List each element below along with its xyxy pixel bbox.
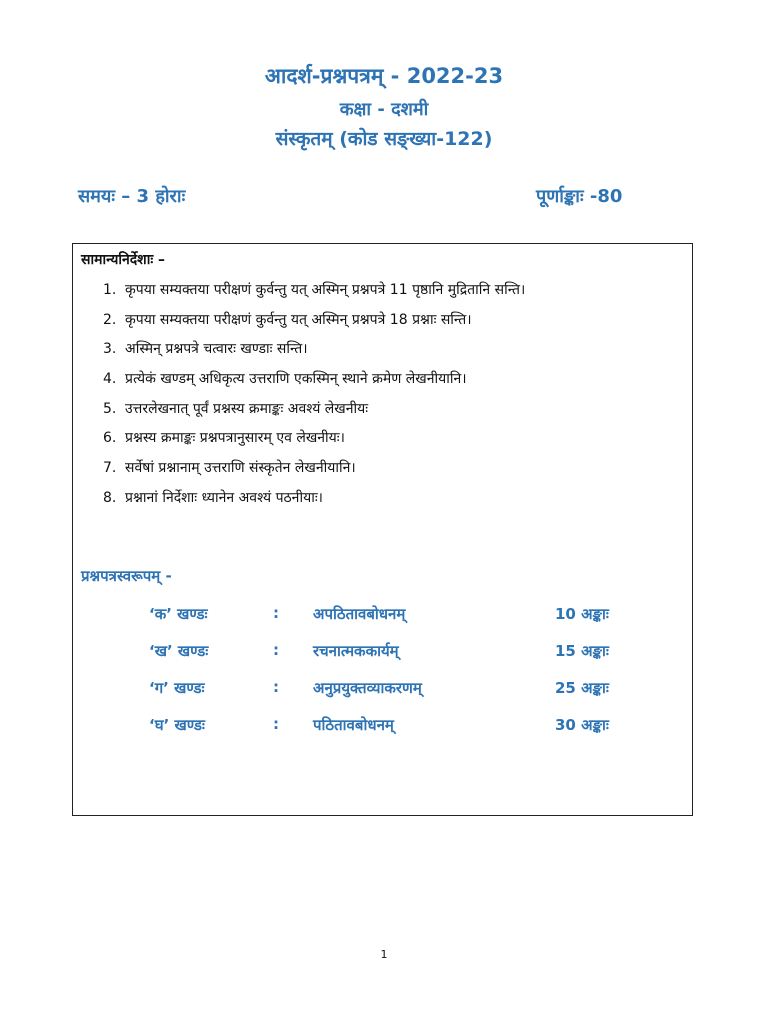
instruction-item <box>103 424 525 454</box>
section-colon: : <box>273 604 279 622</box>
section-title: पठितावबोधनम् <box>313 716 394 734</box>
instructions-heading: सामान्यनिर्देशाः – <box>81 252 166 268</box>
section-marks: 10 अङ्काः <box>555 605 609 623</box>
section-name: ‘घ’ खण्डः <box>149 716 205 734</box>
instruction-item <box>103 395 525 425</box>
instruction-number: 4. <box>103 371 117 388</box>
section-colon: : <box>273 715 279 733</box>
instructions-list <box>103 276 525 514</box>
subject-line: संस्कृतम् (कोड सङ्ख्या-122) <box>275 128 493 150</box>
instruction-number: 8. <box>103 489 117 506</box>
instruction-item <box>103 306 525 336</box>
section-row <box>73 715 692 739</box>
page-number: 1 <box>380 948 388 961</box>
section-marks: 25 अङ्काः <box>555 679 609 697</box>
section-marks: 15 अङ्काः <box>555 642 609 660</box>
instruction-text: अस्मिन् प्रश्नपत्रे चत्वारः खण्डाः सन्ति। <box>125 341 308 358</box>
instruction-item <box>103 276 525 306</box>
max-marks: पूर्णाङ्काः -80 <box>536 186 623 207</box>
section-row <box>73 641 692 665</box>
instruction-text: सर्वेषां प्रश्नानाम् उत्तराणि संस्कृतेन लेखनीयानि। <box>125 460 356 477</box>
section-name: ‘क’ खण्डः <box>149 605 208 623</box>
class-line: कक्षा - दशमी <box>339 99 429 120</box>
instructions-box <box>72 243 693 816</box>
instruction-number: 2. <box>103 311 117 328</box>
section-title: अनुप्रयुक्तव्याकरणम् <box>313 679 422 697</box>
instruction-number: 6. <box>103 430 117 447</box>
instruction-text: उत्तरलेखनात् पूर्वं प्रश्नस्य क्रमाङ्कः अवश्यं लेखनीयः <box>125 400 369 417</box>
instruction-number: 3. <box>103 341 117 358</box>
page-title: आदर्श-प्रश्नपत्रम् - 2022-23 <box>264 64 504 88</box>
section-name: ‘ग’ खण्डः <box>149 679 205 697</box>
instruction-number: 7. <box>103 460 117 477</box>
section-colon: : <box>273 641 279 659</box>
section-title: अपठितावबोधनम् <box>313 605 406 623</box>
instruction-text: प्रत्येकं खण्डम् अधिकृत्य उत्तराणि एकस्मिन् स्थाने क्रमेण लेखनीयानि। <box>125 371 467 388</box>
section-row <box>73 678 692 702</box>
instruction-text: प्रश्नस्य क्रमाङ्कः प्रश्नपत्रानुसारम् एव लेखनीयः। <box>125 430 345 447</box>
instruction-item <box>103 454 525 484</box>
instruction-number: 5. <box>103 400 117 417</box>
instruction-text: कृपया सम्यक्तया परीक्षणं कुर्वन्तु यत् अस्मिन् प्रश्नपत्रे 18 प्रश्नाः सन्ति। <box>125 311 472 328</box>
section-title: रचनात्मककार्यम् <box>313 642 399 660</box>
instruction-item <box>103 365 525 395</box>
instruction-item <box>103 335 525 365</box>
instruction-text: कृपया सम्यक्तया परीक्षणं कुर्वन्तु यत् अस्मिन् प्रश्नपत्रे 11 पृष्ठानि मुद्रितानि सन्ति। <box>125 282 526 298</box>
instruction-text: प्रश्नानां निर्देशाः ध्यानेन अवश्यं पठनीयाः। <box>125 489 323 506</box>
section-colon: : <box>273 678 279 696</box>
instruction-item <box>103 484 525 514</box>
time-allowed: समयः – 3 होराः <box>78 186 186 207</box>
section-name: ‘ख’ खण्डः <box>149 642 209 660</box>
instruction-number: 1. <box>103 282 117 298</box>
section-row <box>73 604 692 628</box>
section-marks: 30 अङ्काः <box>555 716 609 734</box>
paper-structure-heading: प्रश्नपत्रस्वरूपम् - <box>81 567 172 585</box>
